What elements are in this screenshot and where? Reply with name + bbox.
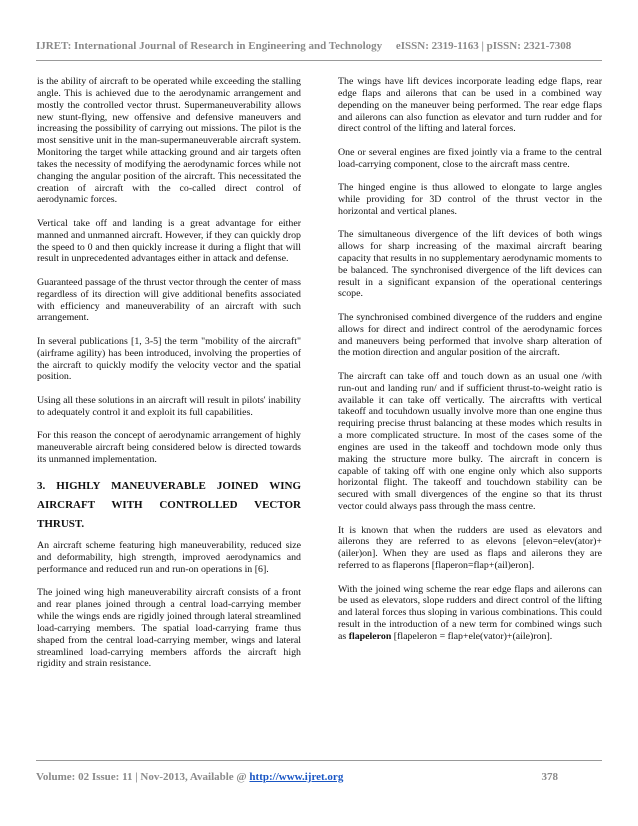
- paragraph: [338, 584, 602, 643]
- left-column: [37, 76, 301, 682]
- section-heading-end: THRUST.: [37, 518, 85, 531]
- paragraph: Vertical take off and landing is a great advantage for either manned and unmanned aircraft. However, if they can quickly drop the speed to 0 and then quickly increase it during a flight that will result in unprecedented advantages either in attack and defense.: [37, 217, 301, 265]
- paragraph: An aircraft scheme featuring high maneuverability, reduced size and deformability, high strength, improved aerodynamics and performance and reduced run and run-on operations in [6].: [37, 540, 301, 575]
- paragraph: For this reason the concept of aerodynamic arrangement of highly maneuverable aircraft being considered below is directed towards its unmanned implementation.: [37, 430, 301, 465]
- footer-divider: [36, 760, 602, 761]
- paragraph: Using all these solutions in an aircraft will result in pilots' inability to adequately control it and exploit its full capabilities.: [37, 394, 301, 418]
- paragraph-text: With the joined wing scheme the rear edge flaps and ailerons can be used as elevators, slope rudders and direct control of the lifting and lateral forces thus sloping in various combinations. This could result in the introduction of a new term for combined wings such as: [338, 583, 602, 642]
- right-column: [338, 76, 602, 654]
- paragraph: In several publications [1, 3-5] the term "mobility of the aircraft" (airframe agility) has been introduced, involving the properties of the aircraft to quickly modify the velocity vector and the spatial position.: [37, 335, 301, 383]
- paragraph: The aircraft can take off and touch down as an usual one /with run-out and landing run/ and if sufficient thrust-to-weight ratio is available it can take off vertically. The aircraftts with vertical takeoff and tocuhdown usually involve more than one engine thus requiring precise thrust balancing at these modes which results in a more complicated structure. In most of the cases some of the engines are used in the takeoff and tochdown mode only thus making the structure more bulky. The aircraft in concern is capable of taking off with one engine only which also supports horizontal flight. The takeoff and touchdown stability can be secured with small divergences of the engine so that its thrust vector could always pass through the mass centre.: [338, 370, 602, 513]
- paragraph: Guaranteed passage of the thrust vector through the center of mass regardless of its direction will give additional benefits associated with efficiency and maneuverability of an aircraft with such arrangement.: [37, 276, 301, 324]
- journal-title: IJRET: International Journal of Research in Engineering and Technology: [36, 40, 383, 52]
- paragraph: is the ability of aircraft to be operated while exceeding the stalling angle. This is achieved due to the aerodynamic arrangement and mostly the controlled vector thrust. Supermaneuverability allows new stunt-flying, new offensive and defensive maneuvers and increasing the possibility of carrying out missions. The pilot is the most sensitive unit in the man-supermaneuverable aircraft system. Monitoring the target while attacking ground and air targets often takes the necessity of modifying the aerodynamic forces while not changing the angular position of the aircraft. This necessitated the creation of aircraft with the co-called direct control of aerodynamic forces.: [37, 76, 301, 206]
- page-header: [36, 40, 602, 52]
- section-heading-main: 3. HIGHLY MANEUVERABLE JOINED WING AIRCRAFT WITH CONTROLLED VECTOR: [37, 480, 301, 512]
- page-footer: [36, 771, 602, 783]
- paragraph: It is known that when the rudders are used as elevators and ailerons they are referred to as elevons [elevon=elev(ator)+(ailer)on]. When they are used as flaps and ailerons they are referred to as flaperons [flaperon=flap+(ail)eron].: [338, 524, 602, 572]
- paragraph: The simultaneous divergence of the lift devices of both wings allows for sharp increasing of the maximal aircraft bearing capacity that results in no supplementary aerodynamic moments to be balanced. The synchronised divergence of the lift devices can result in a significant expansion of the operational centerings scope.: [338, 229, 602, 300]
- page-number: 378: [541, 771, 558, 783]
- section-heading: [37, 477, 301, 534]
- journal-link[interactable]: http://www.ijret.org: [249, 771, 344, 783]
- header-divider: [36, 60, 602, 61]
- paragraph: The hinged engine is thus allowed to elongate to large angles while providing for 3D control of the thrust vector in the horizontal and vertical planes.: [338, 182, 602, 217]
- paragraph: The joined wing high maneuverability aircraft consists of a front and rear planes joined through a central load-carrying member while the wings ends are rigidly joined through lateral streamlined load-carrying members. The spatial load-carrying frame thus shaped from the central load-carrying member, wings and lateral streamlined load-carrying members affords the aircraft high rigidity and strain resistance.: [37, 587, 301, 670]
- paragraph-text: [flapeleron = flap+ele(vator)+(aile)ron].: [391, 630, 553, 642]
- footer-text: Volume: 02 Issue: 11 | Nov-2013, Available @: [36, 771, 250, 783]
- paragraph: One or several engines are fixed jointly via a frame to the central load-carrying component, close to the aircraft mass centre.: [338, 146, 602, 170]
- term-flapeleron: flapeleron: [348, 630, 392, 642]
- paragraph: The wings have lift devices incorporate leading edge flaps, rear edge flaps and ailerons that can be used in a combined way depending on the maneuver being performed. The rear edge flaps and ailerons can also function as elevator and turn rudder and for direct control of the lifting and lateral forces.: [338, 76, 602, 135]
- issn-info: eISSN: 2319-1163 | pISSN: 2321-7308: [395, 40, 572, 52]
- paragraph: The synchronised combined divergence of the rudders and engine allows for direct and indirect control of the aerodynamic forces and maneuvers being performed that involve sharp alteration of the motion direction and angular position of the aircraft.: [338, 311, 602, 359]
